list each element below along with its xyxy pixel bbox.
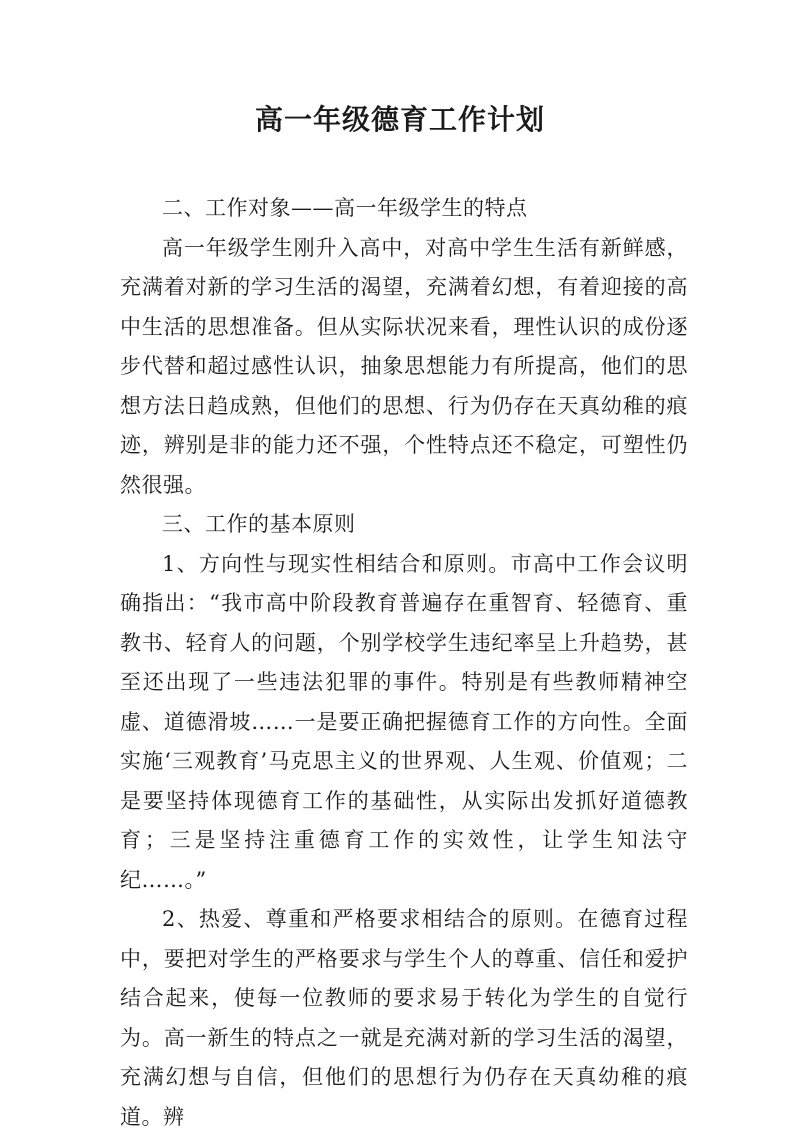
page-title: 高一年级德育工作计划 [254, 103, 545, 136]
section-heading: 三、工作的基本原则 [162, 512, 356, 536]
body-paragraph: 高一年级学生刚升入高中，对高中学生生活有新鲜感，充满着对新的学习生活的渴望，充满着幻想，有着迎接的高中生活的思想准备。但从实际状况来看，理性认识的成份逐步代替和超过感性认识，抽象思想能力有所提高，他们的思想方法日趋成熟，但他们的思想、行为仍存在天真幼稚的痕迹，辨别是非的能力还不强，个性特点还不稳定，可塑性仍然很强。 [120, 235, 688, 497]
section-heading: 二、工作对象——高一年级学生的特点 [162, 196, 528, 220]
body-paragraph: 2、热爱、尊重和严格要求相结合的原则。在德育过程中，要把对学生的严格要求与学生个人的尊重、信任和爱护结合起来，使每一位教师的要求易于转化为学生的自觉行为。高一新生的特点之一就是充满对新的学习生活的渴望，充满幻想与自信，但他们的思想行为仍存在天真幼稚的痕道。辨 [120, 907, 688, 1129]
body-paragraph: 1、方向性与现实性相结合和原则。市高中工作会议明确指出：“我市高中阶段教育普遍存在重智育、轻德育、重教书、轻育人的问题，个别学校学生违纪率呈上升趋势，甚至还出现了一些违法犯罪的事件。特别是有些教师精神空虚、道德滑坡……一是要正确把握德育工作的方向性。全面实施‘三观教育’马克思主义的世界观、人生观、价值观；二是要坚持体现德育工作的基础性，从实际出发抓好道德教育；三是坚持注重德育工作的实效性，让学生知法守纪……。” [120, 551, 688, 892]
document-body [120, 189, 688, 1137]
